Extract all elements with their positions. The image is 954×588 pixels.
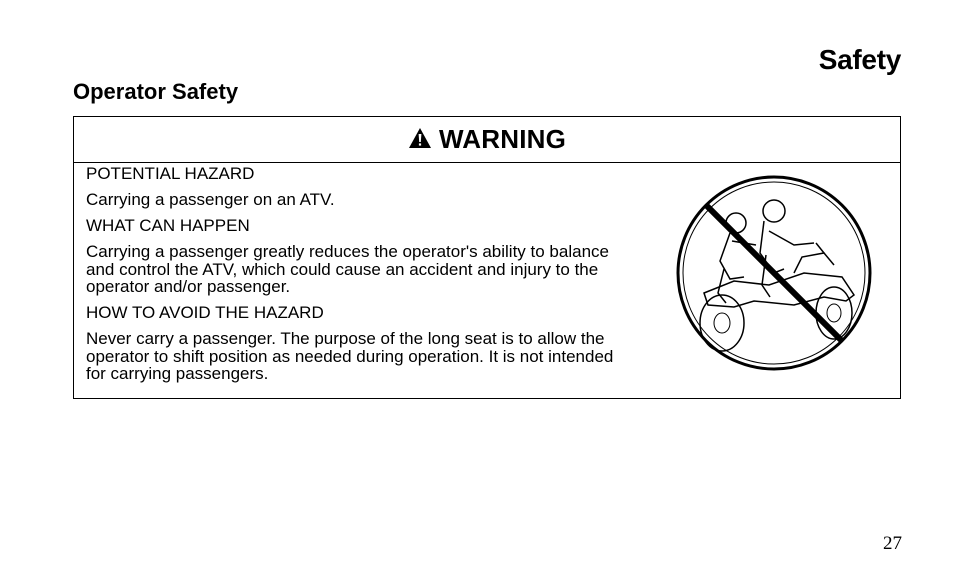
warning-header xyxy=(74,117,900,163)
warning-triangle-icon xyxy=(408,126,439,154)
hazard-text: Carrying a passenger on an ATV. xyxy=(86,190,335,209)
warning-body xyxy=(86,165,626,391)
avoid-heading: HOW TO AVOID THE HAZARD xyxy=(86,303,324,322)
no-passenger-atv-icon xyxy=(674,173,874,373)
warning-box xyxy=(73,116,901,399)
hazard-heading: POTENTIAL HAZARD xyxy=(86,164,255,183)
happen-heading: WHAT CAN HAPPEN xyxy=(86,216,250,235)
page-number: 27 xyxy=(883,533,902,554)
avoid-text: Never carry a passenger. The purpose of the long seat is to allow the operator to shift position as needed during operation. It is not intended for carrying passengers. xyxy=(86,329,614,383)
chapter-title: Safety xyxy=(818,44,901,75)
section-title: Operator Safety xyxy=(73,79,239,104)
happen-text: Carrying a passenger greatly reduces the operator's ability to balance and control the ATV, which could cause an accident and injury to the operator and/or passenger. xyxy=(86,242,609,296)
warning-title: WARNING xyxy=(438,124,567,154)
